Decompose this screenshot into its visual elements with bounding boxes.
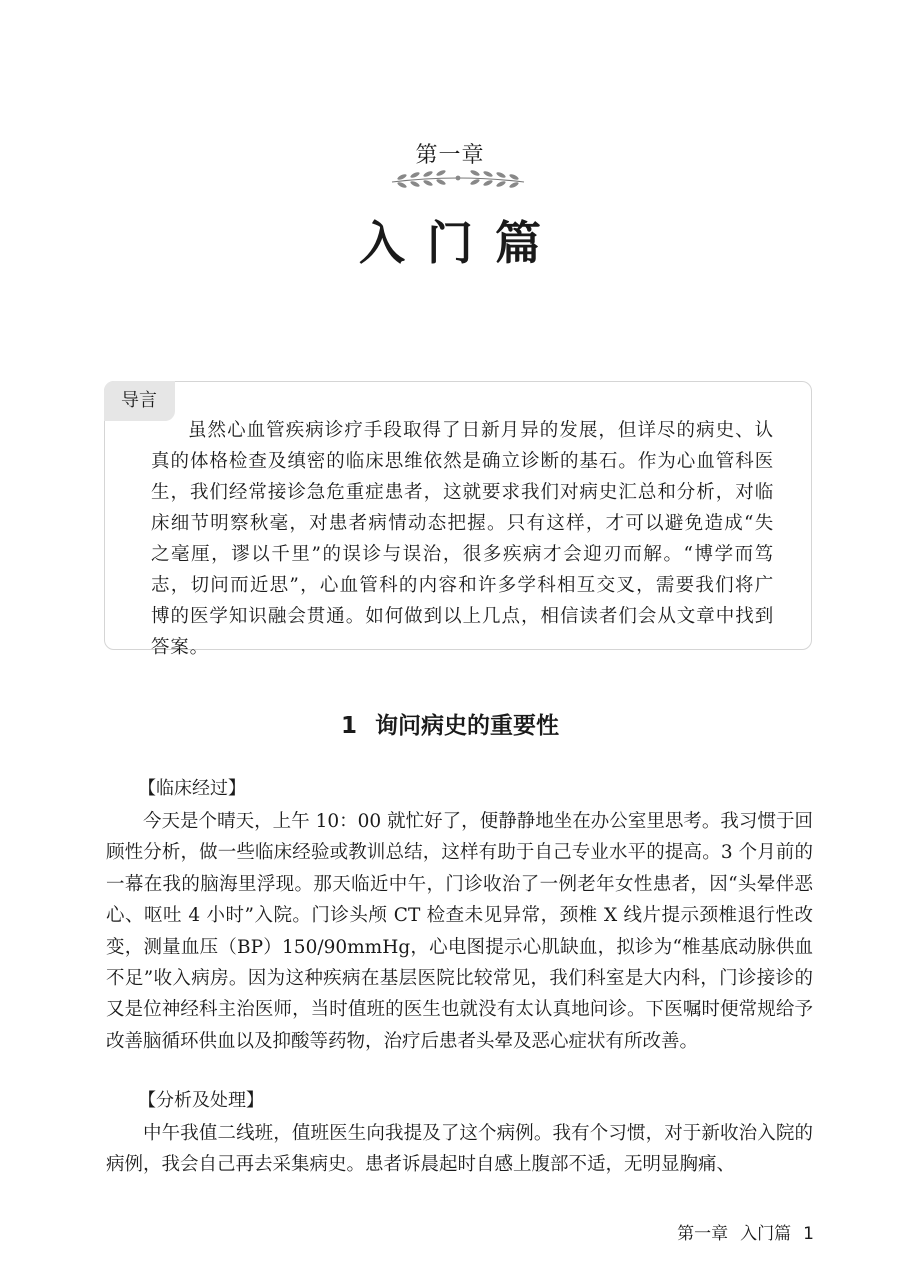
chapter-label: 第一章 bbox=[415, 143, 485, 168]
page-footer bbox=[665, 1219, 814, 1244]
analysis-heading: 【分析及处理】 bbox=[138, 1090, 264, 1111]
section-number: 1 bbox=[340, 713, 357, 739]
intro-tab: 导言 bbox=[104, 381, 175, 421]
page-number: 1 bbox=[803, 1224, 814, 1244]
analysis-paragraph: 中午我值二线班，值班医生向我提及了这个病例。我有个习惯，对于新收治入院的病例，我会自己再去采集病史。患者诉晨起时自感上腹部不适，无明显胸痛、 bbox=[106, 1123, 813, 1176]
section-title-text: 询问病史的重要性 bbox=[375, 713, 559, 739]
footer-title: 入门篇 bbox=[740, 1224, 792, 1244]
clinical-course-paragraph: 今天是个晴天，上午 10：00 就忙好了，便静静地坐在办公室里思考。我习惯于回顾性分析，做一些临床经验或教训总结，这样有助于自己专业水平的提高。3 个月前的一幕在我的脑海里浮现。那天临近中午，门诊收治了一例老年女性患者，因“头晕伴恶心、呕吐 4 小时”入院。门诊头颅 CT 检查未见异常，颈椎 X 线片提示颈椎退行性改变，测量血压（BP）150/90mmHg，心电图提示心肌缺血，拟诊为“椎基底动脉供血不足”收入病房。因为这种疾病在基层医院比较常见，我们科室是大内科，门诊接诊的又是位神经科主治医师，当时值班的医生也就没有太认真地问诊。下医嘱时便常规给予改善脑循环供血以及抑酸等药物，治疗后患者头晕及恶心症状有所改善。 bbox=[106, 811, 813, 1052]
section-title bbox=[0, 707, 900, 740]
intro-box bbox=[104, 381, 812, 658]
clinical-course-heading: 【临床经过】 bbox=[138, 778, 246, 799]
chapter-title: 入门篇 bbox=[359, 216, 563, 270]
footer-chapter: 第一章 bbox=[677, 1224, 729, 1244]
intro-text: 虽然心血管疾病诊疗手段取得了日新月异的发展，但详尽的病史、认真的体格检查及缜密的临床思维依然是确立诊断的基石。作为心血管科医生，我们经常接诊急危重症患者，这就要求我们对病史汇总和分析，对临床细节明察秋毫，对患者病情动态把握。只有这样，才可以避免造成“失之毫厘，谬以千里”的误诊与误治，很多疾病才会迎刃而解。“博学而笃志，切问而近思”，心血管科的内容和许多学科相互交叉，需要我们将广博的医学知识融会贯通。如何做到以上几点，相信读者们会从文章中找到答案。 bbox=[151, 420, 774, 658]
laurel-divider-icon bbox=[388, 165, 528, 193]
